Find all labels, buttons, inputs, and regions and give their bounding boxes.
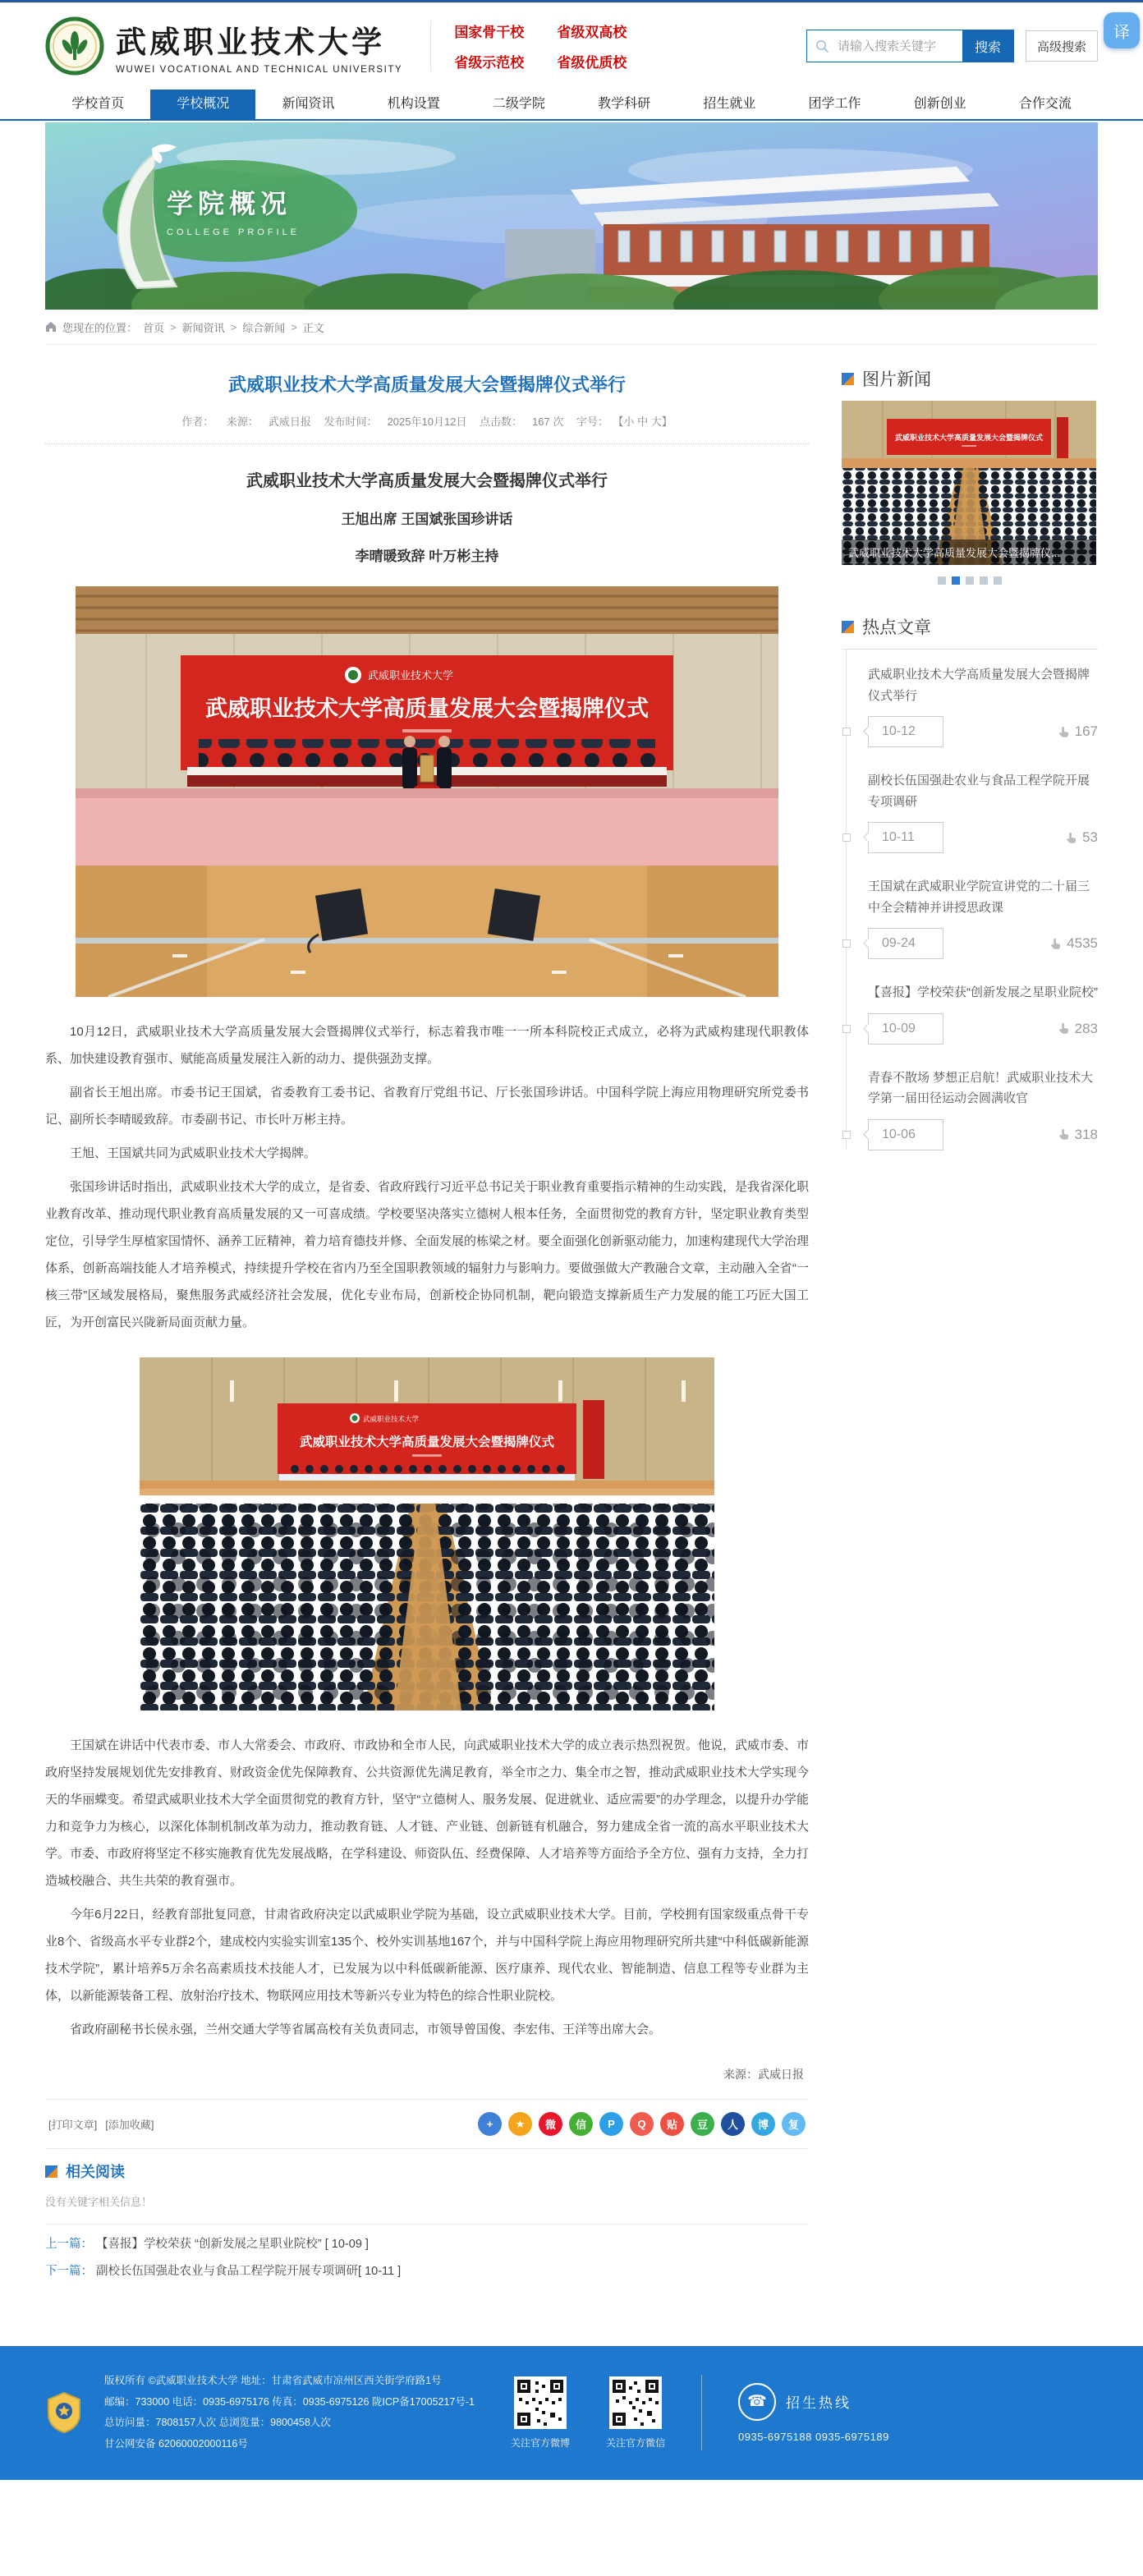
honor-badges [454, 21, 627, 71]
timeline-tick [842, 1025, 851, 1033]
advanced-search-button[interactable]: 高级搜索 [1026, 30, 1098, 62]
search-input[interactable] [836, 39, 962, 54]
weibo-qr-label: 关注官方微博 [510, 2436, 570, 2449]
article-paragraph: 王旭、王国斌共同为武威职业技术大学揭牌。 [70, 1146, 317, 1160]
meta-source: 武威日报 [268, 416, 311, 428]
font-size-controls[interactable]: 【小 中 大】 [618, 416, 672, 428]
honor-badge: 国家骨干校 [454, 25, 525, 40]
honor-badge: 省级双高校 [557, 25, 627, 40]
hotline-numbers: 0935-6975188 0935-6975189 [738, 2430, 889, 2443]
article-tools-row [45, 2099, 809, 2149]
breadcrumb [45, 310, 1098, 345]
meta-time-label: 发布时间： [324, 416, 378, 428]
wechat-qr-label: 关注官方微信 [605, 2436, 665, 2449]
wechat-qr-block [606, 2376, 665, 2450]
prev-article-link[interactable] [45, 2234, 809, 2252]
article-paragraph: 10月12日，武威职业技术大学高质量发展大会暨揭牌仪式举行，标志着我市唯一一所本科院校正式成立，必将为武威构建现代职教体系、加快建设教育强市、赋能高质量发展注入新的动力、提供强劲支撑。 [45, 1025, 809, 1066]
wechat-qr-code [609, 2376, 662, 2429]
hot-article-views: 53 [1082, 829, 1098, 845]
renren-icon[interactable]: 人 [721, 2112, 745, 2136]
meta-hits-label: 点击数： [480, 416, 523, 428]
search-button[interactable]: 搜索 [962, 30, 1013, 62]
click-hand-icon [1058, 1022, 1071, 1035]
wechat-icon[interactable]: 信 [569, 2112, 593, 2136]
hot-article-date: 10-09 [868, 1013, 943, 1045]
next-label[interactable]: 下一篇： [45, 2265, 93, 2278]
article-source-line: 来源：武威日报 [723, 2068, 804, 2081]
section-banner [45, 122, 1098, 310]
article-photo-audience [140, 1357, 714, 1710]
carousel-dot[interactable] [966, 576, 974, 585]
nav-item-youth-work[interactable]: 团学工作 [808, 97, 861, 111]
breadcrumb-category-link[interactable]: 综合新闻 [242, 321, 286, 334]
tieba-icon[interactable]: 贴 [660, 2112, 684, 2136]
breadcrumb-home-link[interactable]: 首页 [143, 321, 165, 334]
hot-article-date: 10-11 [868, 822, 943, 853]
weibo-qr-block [511, 2376, 570, 2450]
hot-article-title[interactable]: 【喜报】学校荣获“创新发展之星职业院校” [868, 985, 1098, 999]
next-title[interactable]: 副校长伍国强赴农业与食品工程学院开展专项调研[ 10-11 ] [96, 2265, 402, 2278]
translate-button[interactable]: 译 [1104, 12, 1140, 48]
article-paragraph: 张国珍讲话时指出，武威职业技术大学的成立，是省委、省政府践行习近平总书记关于职业教育重要指示精神的生动实践，是我省深化职业教育改革、推动现代职业教育高质量发展的又一可喜成绩。学校要坚决落实立德树人根本任务，全面贯彻党的教育方针，坚定职业教育类型定位，引导学生厚植家国情怀、涵养工匠精神，着力培育德技并修、全面发展的栋梁之材。要全面强化创新驱动能力，加速构建现代大学治理体系，创新高端技能人才培养模式，持续提升学校在省内乃至全国职教领域的辐射力与影响力。要做强做大产教融合文章，主动融入全省“一核三带”区域发展格局，聚焦服务武威经济社会发展，优化专业布局，创新校企协同机制，靶向锻造支撑新质生产力发展的能工巧匠大国工匠，为开创富民兴陇新局面贡献力量。 [45, 1180, 810, 1329]
meta-divider [45, 443, 809, 444]
footer-visit-stats: 总访问量：7808157人次 总浏览量：9800458人次 [104, 2417, 331, 2429]
article-paragraph: 省政府副秘书长侯永强，兰州交通大学等省属高校有关负责同志，市领导曾国俊、李宏伟、王洋等出席大会。 [70, 2023, 662, 2036]
related-empty-message: 没有关键字相关信息！ [45, 2192, 809, 2225]
picture-news-header [842, 355, 1098, 401]
honor-badge: 省级优质校 [557, 55, 627, 71]
honor-badge: 省级示范校 [454, 55, 525, 71]
carousel-dot[interactable] [994, 576, 1002, 585]
hot-article-title[interactable]: 青春不散场 梦想正启航！武威职业技术大学第一届田径运动会圆满收官 [868, 1070, 1094, 1105]
article-headline: 武威职业技术大学高质量发展大会暨揭牌仪式举行 [246, 472, 608, 490]
nav-item-admissions[interactable]: 招生就业 [703, 97, 756, 111]
breadcrumb-news-link[interactable]: 新闻资讯 [181, 321, 225, 334]
carousel-dots [842, 576, 1098, 585]
baidu-hi-icon[interactable]: P [599, 2112, 623, 2136]
weibo-qr-code [514, 2376, 567, 2429]
nav-item-school-overview[interactable]: 学校概况 [150, 90, 255, 119]
hotline-label: 招生热线 [786, 2395, 852, 2412]
photo-logo-text: 武威职业技术大学 [368, 669, 454, 682]
hot-article-views: 318 [1074, 1126, 1098, 1142]
hot-article-title[interactable]: 武威职业技术大学高质量发展大会暨揭牌仪式举行 [868, 668, 1090, 703]
click-hand-icon [1058, 1128, 1071, 1141]
qzone-icon[interactable]: ★ [508, 2112, 532, 2136]
timeline-tick [842, 939, 851, 948]
related-reading-header [45, 2149, 809, 2192]
carousel-dot[interactable] [938, 576, 946, 585]
prev-title[interactable]: 【喜报】学校荣获 “创新发展之星职业院校” [ 10-09 ] [96, 2238, 369, 2251]
nav-item-news[interactable]: 新闻资讯 [282, 97, 335, 111]
hot-articles-list [846, 650, 1098, 1150]
breadcrumb-separator: > [170, 320, 177, 333]
article-title: 武威职业技术大学高质量发展大会暨揭牌仪式举行 [227, 374, 626, 395]
breadcrumb-current: 正文 [302, 321, 324, 334]
next-article-link[interactable] [45, 2261, 809, 2279]
timeline-tick [842, 833, 851, 842]
university-name-en: WUWEI VOCATIONAL AND TECHNICAL UNIVERSITY [116, 65, 403, 75]
meta-fontsize-label: 字号： [576, 416, 608, 428]
hot-articles-header [842, 603, 1098, 650]
hot-article-views: 167 [1074, 723, 1098, 739]
section-corner-icon [842, 621, 854, 633]
header-search-area [806, 30, 1098, 62]
footer-contact: 邮编：733000 电话：0935-6975176 传真：0935-6975126 陇ICP备17005217号-1 [104, 2395, 475, 2408]
article-paragraph: 副省长王旭出席。市委书记王国斌，省委教育工委书记、省教育厅党组书记、厅长张国珍讲话。中国科学院上海应用物理研究所党委书记、副所长李晴暖致辞。市委副书记、市长叶万彬主持。 [45, 1086, 809, 1127]
nav-item-cooperation[interactable]: 合作交流 [1018, 97, 1072, 111]
phone-icon: ☎ [738, 2383, 776, 2421]
qq-icon[interactable]: Q [630, 2112, 654, 2136]
nav-item-colleges[interactable]: 二级学院 [492, 97, 545, 111]
site-header [0, 2, 1143, 90]
hot-article-item[interactable] [868, 664, 1098, 747]
carousel-dot[interactable] [980, 576, 988, 585]
article-paragraph: 今年6月22日，经教育部批复同意，甘肃省政府决定以武威职业学院为基础，设立武威职业技术大学。目前，学校拥有国家级重点骨干专业8个、省级高水平专业群2个，建成校内实验实训室135个、校外实训基地167个，并与中国科学院上海应用物理研究所共建“中科低碳新能源技术学院”，累计培养5万余名高素质技术技能人才，已发展为以中科低碳新能源、医疗康养、现代农业、智能制造、信息工程等专业群为主体，以新能源装备工程、放射治疗技术、物联网应用技术等新兴专业为特色的综合性职业院校。 [45, 1908, 809, 2003]
section-corner-icon [842, 373, 854, 385]
click-hand-icon [1050, 938, 1063, 950]
banner-subtitle: COLLEGE PROFILE [167, 227, 301, 237]
article-paragraph: 王国斌在讲话中代表市委、市人大常委会、市政府、市政协和全市人民，向武威职业技术大学的成立表示热烈祝贺。他说，武威市委、市政府坚持发展规划优先安排教育、财政资金优先保障教育、公共资源优先满足教育，举全市之力、集全市之智，推动武威职业技术大学实现今天的华丽蝶变。希望武威职业技术大学全面贯彻党的教育方针，坚守“立德树人、服务发展、促进就业、适应需要”的办学理念，以提升办学能力和竞争力为核心，以深化体制机制改革为动力，推动教育链、人才链、产业链、创新链有机融合，努力建成全省一流的高水平职业技术大学。市委、市政府将坚定不移实施教育优先发展战略，在学科建设、师资队伍、经费保障、人才培养等方面给予全方位、强有力支持，全力打造城校融合、共生共荣的教育强市。 [45, 1738, 810, 1888]
douban-icon[interactable]: 豆 [691, 2112, 714, 2136]
photo2-logo-text: 武威职业技术大学 [363, 1415, 420, 1423]
picture-news-slide[interactable] [842, 401, 1096, 565]
article-photo-stage [76, 586, 778, 997]
hot-article-date: 10-12 [868, 716, 943, 747]
home-icon [45, 321, 57, 333]
photo2-banner-title: 武威职业技术大学高质量发展大会暨揭牌仪式 [299, 1435, 555, 1449]
police-badge-icon [45, 2391, 83, 2434]
footer-divider [701, 2375, 702, 2450]
add-favorite-button[interactable]: [添加收藏] [105, 2119, 154, 2131]
site-footer [0, 2346, 1143, 2480]
breadcrumb-separator: > [230, 320, 237, 333]
footer-info [104, 2371, 475, 2455]
footer-copyright: 版权所有 ©武威职业技术大学 地址：甘肃省武威市凉州区西关街学府路1号 [104, 2375, 442, 2386]
picture-news-caption[interactable]: 武威职业技术大学高质量发展大会暨揭牌仪... [842, 540, 1096, 565]
article-main [45, 345, 809, 2318]
article-body [45, 1018, 809, 2043]
hot-article-date: 10-06 [868, 1119, 943, 1150]
prev-label[interactable]: 上一篇： [45, 2238, 93, 2251]
carousel-dot-active[interactable] [952, 576, 960, 585]
brand-logo-block[interactable] [45, 16, 402, 76]
article-subline-1: 王旭出席 王国斌张国珍讲话 [341, 512, 513, 527]
hot-article-item[interactable] [868, 982, 1098, 1045]
nav-item-organization[interactable]: 机构设置 [387, 97, 440, 111]
print-article-button[interactable]: [打印文章] [48, 2119, 98, 2131]
university-emblem-icon [45, 16, 104, 76]
nav-item-home[interactable]: 学校首页 [71, 97, 125, 111]
timeline-tick [842, 728, 851, 736]
timeline-tick [842, 1131, 851, 1139]
hot-article-date: 09-24 [868, 928, 943, 959]
tencent-weibo-icon[interactable]: 博 [751, 2112, 775, 2136]
article-meta [45, 413, 809, 429]
related-reading-title: 相关阅读 [66, 2164, 125, 2180]
hot-article-views: 283 [1074, 1020, 1098, 1036]
picture-news-banner-text: 武威职业技术大学高质量发展大会暨揭牌仪式 [894, 434, 1044, 442]
hot-article-title[interactable]: 副校长伍国强赴农业与食品工程学院开展专项调研 [868, 774, 1090, 809]
nav-item-teaching-research[interactable]: 教学科研 [598, 97, 651, 111]
picture-news-title: 图片新闻 [862, 370, 931, 389]
nav-item-innovation[interactable]: 创新创业 [913, 97, 966, 111]
breadcrumb-separator: > [291, 320, 297, 333]
main-nav [0, 90, 1143, 121]
photo-banner-title: 武威职业技术大学高质量发展大会暨揭牌仪式 [205, 696, 649, 721]
hot-article-item[interactable] [868, 876, 1098, 959]
meta-hits: 167 次 [532, 416, 564, 428]
article-subline-2: 李晴暖致辞 叶万彬主持 [355, 549, 499, 564]
university-name: 武威职业技术大学 [116, 26, 385, 60]
share-more-icon[interactable]: + [478, 2112, 502, 2136]
meta-time: 2025年10月12日 [387, 416, 467, 428]
footer-security-record[interactable]: 甘公网安备 62060002000116号 [104, 2437, 248, 2450]
weibo-icon[interactable]: 微 [539, 2112, 562, 2136]
click-hand-icon [1058, 726, 1071, 738]
hot-article-item[interactable] [868, 770, 1098, 853]
header-divider [430, 21, 431, 71]
click-hand-icon [1066, 832, 1078, 844]
banner-title: 学院概况 [167, 189, 292, 218]
section-corner-icon [45, 2165, 57, 2178]
hot-articles-title: 热点文章 [862, 618, 931, 637]
admissions-hotline-block [738, 2383, 889, 2443]
copy-link-icon[interactable]: 复 [782, 2112, 806, 2136]
search-icon [815, 39, 829, 53]
breadcrumb-prefix: 您现在的位置： [62, 321, 138, 334]
sidebar [842, 345, 1098, 1173]
share-bar [478, 2112, 806, 2136]
meta-source-label: 来源： [226, 416, 259, 428]
hot-article-item[interactable] [868, 1068, 1098, 1150]
hot-article-title[interactable]: 王国斌在武威职业学院宣讲党的二十届三中全会精神并讲授思政课 [868, 879, 1090, 915]
meta-author-label: 作者： [181, 416, 214, 428]
hot-article-views: 4535 [1067, 935, 1098, 951]
